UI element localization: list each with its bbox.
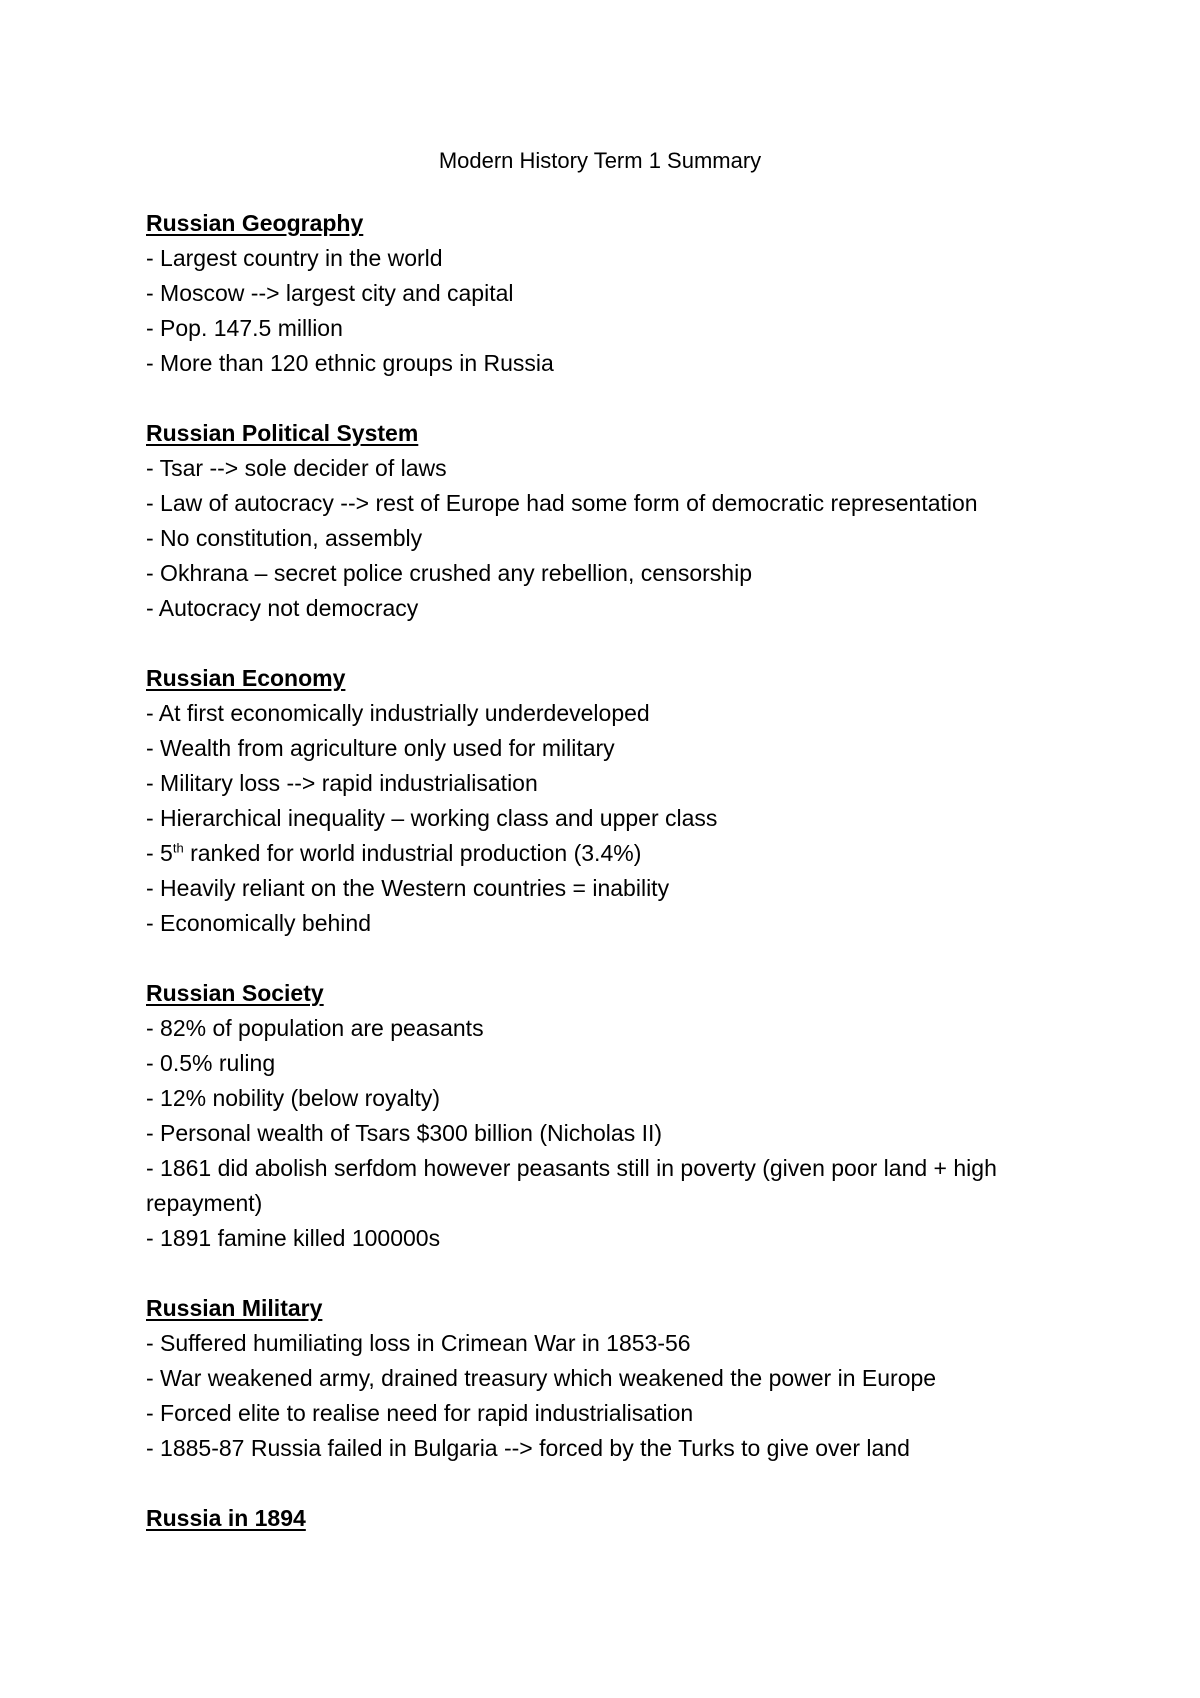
bullet-item: - 82% of population are peasants: [146, 1015, 484, 1041]
bullet-item: - Wealth from agriculture only used for military: [146, 735, 615, 761]
bullet-item: - Hierarchical inequality – working class and upper class: [146, 805, 718, 831]
ordinal-superscript: th: [172, 840, 184, 856]
bullet-item: - 1891 famine killed 100000s: [146, 1225, 441, 1251]
bullet-item: - 0.5% ruling: [146, 1050, 276, 1076]
bullet-item: - Suffered humiliating loss in Crimean War in 1853-56: [146, 1330, 691, 1356]
section-heading: Russian Geography: [146, 210, 364, 236]
bullet-item: - Largest country in the world: [146, 245, 443, 271]
section-heading: Russian Society: [146, 980, 324, 1006]
bullet-item: - Moscow --> largest city and capital: [146, 280, 514, 306]
bullet-item: - Pop. 147.5 million: [146, 315, 343, 341]
bullet-item: - 1885-87 Russia failed in Bulgaria --> forced by the Turks to give over land: [146, 1435, 910, 1461]
bullet-item: - Tsar --> sole decider of laws: [146, 455, 447, 481]
bullet-item: - Law of autocracy --> rest of Europe had some form of democratic representation: [146, 490, 978, 516]
section-heading: Russian Economy: [146, 665, 346, 691]
bullet-item: - 12% nobility (below royalty): [146, 1085, 441, 1111]
bullet-item: - At first economically industrially underdeveloped: [146, 700, 650, 726]
section: [146, 206, 1076, 381]
bullet-item: - Personal wealth of Tsars $300 billion (Nicholas II): [146, 1120, 663, 1146]
bullet-item: - No constitution, assembly: [146, 525, 423, 551]
bullet-item: - Okhrana – secret police crushed any rebellion, censorship: [146, 560, 752, 586]
section: [146, 976, 1076, 1256]
bullet-item: - More than 120 ethnic groups in Russia: [146, 350, 554, 376]
bullet-item: - Military loss --> rapid industrialisation: [146, 770, 538, 796]
section: [146, 1291, 1076, 1466]
section: [146, 1501, 1076, 1536]
document-body: [146, 206, 1076, 1571]
section-heading: Russian Political System: [146, 420, 419, 446]
bullet-text: - 5: [146, 840, 173, 866]
bullet-item: [146, 836, 1076, 871]
document-title: Modern History Term 1 Summary: [438, 148, 762, 173]
bullet-item: - Heavily reliant on the Western countries = inability: [146, 875, 670, 901]
bullet-text: ranked for world industrial production (3.4%): [183, 840, 642, 866]
section: [146, 661, 1076, 941]
section-heading: Russia in 1894: [146, 1505, 306, 1531]
bullet-item: - Economically behind: [146, 910, 372, 936]
bullet-item: - War weakened army, drained treasury which weakened the power in Europe: [146, 1365, 937, 1391]
section-heading: Russian Military: [146, 1295, 323, 1321]
bullet-item: - 1861 did abolish serfdom however peasants still in poverty (given poor land + high repayment): [146, 1155, 997, 1216]
bullet-item: - Autocracy not democracy: [146, 595, 419, 621]
section: [146, 416, 1076, 626]
bullet-item: - Forced elite to realise need for rapid industrialisation: [146, 1400, 694, 1426]
